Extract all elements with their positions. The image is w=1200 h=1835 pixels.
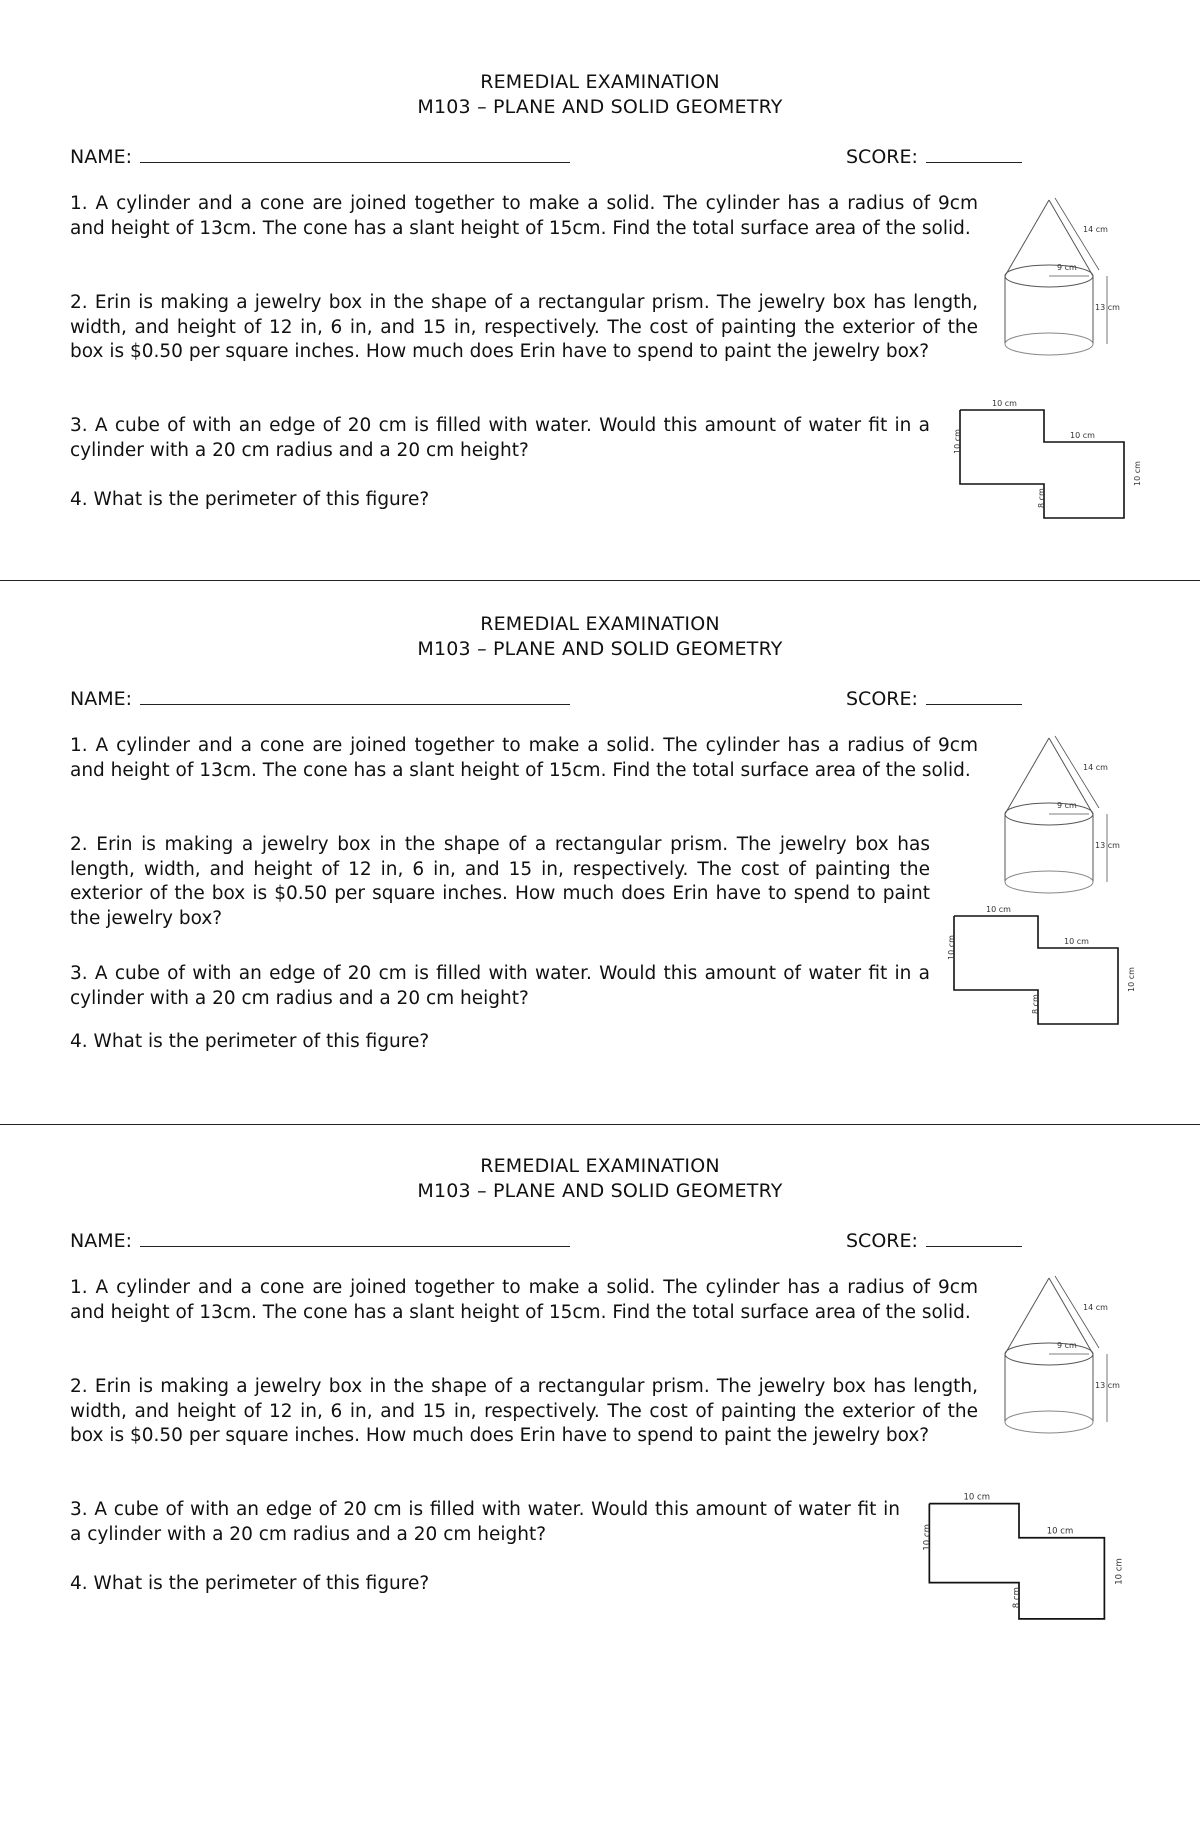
step-length-label: 8 cm bbox=[1037, 488, 1046, 508]
question-4: 4. What is the perimeter of this figure? bbox=[70, 489, 430, 510]
top-length-label: 10 cm bbox=[992, 399, 1017, 408]
l-shape-figure bbox=[940, 396, 1148, 524]
left-length-label: 10 cm bbox=[922, 1524, 933, 1551]
radius-label: 9 cm bbox=[1057, 263, 1077, 272]
slant-height-label: 14 cm bbox=[1083, 225, 1108, 234]
score-field[interactable] bbox=[846, 144, 1022, 168]
exam-title bbox=[0, 1154, 1200, 1204]
radius-label: 9 cm bbox=[1057, 801, 1077, 810]
question-2: 2. Erin is making a jewelry box in the shape of a rectangular prism. The jewelry box has length, width, and height of 12 in, 6 in, and 15 in, respectively. The cost of painting the exterior of the box is $0.50 per square inches. How much does Erin have to spend to paint the jewelry box? bbox=[70, 1376, 978, 1446]
right-length-label: 10 cm bbox=[1127, 967, 1136, 992]
l-shape-figure bbox=[908, 1488, 1130, 1626]
name-label: NAME: bbox=[70, 1230, 133, 1252]
slant-height-label: 14 cm bbox=[1083, 763, 1108, 772]
score-field[interactable] bbox=[846, 686, 1022, 710]
question-3: 3. A cube of with an edge of 20 cm is filled with water. Would this amount of water fit in a cylinder with a 20 cm radius and a 20 cm height? bbox=[70, 963, 930, 1009]
top-length-label: 10 cm bbox=[986, 905, 1011, 914]
question-4: 4. What is the perimeter of this figure? bbox=[70, 1573, 430, 1594]
middle-length-label: 10 cm bbox=[1070, 431, 1095, 440]
slant-height-label: 14 cm bbox=[1083, 1303, 1108, 1312]
question-1: 1. A cylinder and a cone are joined together to make a solid. The cylinder has a radius of 9cm and height of 13cm. The cone has a slant height of 15cm. Find the total surface area of the solid. bbox=[70, 1277, 978, 1323]
score-label: SCORE: bbox=[846, 688, 918, 710]
cylinder-height-label: 13 cm bbox=[1095, 1381, 1120, 1390]
top-length-label: 10 cm bbox=[963, 1492, 991, 1503]
title-line-1: REMEDIAL EXAMINATION bbox=[480, 71, 720, 93]
radius-label: 9 cm bbox=[1057, 1341, 1077, 1350]
left-length-label: 10 cm bbox=[947, 935, 956, 960]
question-1: 1. A cylinder and a cone are joined together to make a solid. The cylinder has a radius of 9cm and height of 13cm. The cone has a slant height of 15cm. Find the total surface area of the solid. bbox=[70, 735, 978, 781]
title-line-2: M103 – PLANE AND SOLID GEOMETRY bbox=[417, 638, 783, 660]
title-line-2: M103 – PLANE AND SOLID GEOMETRY bbox=[417, 1180, 783, 1202]
question-3: 3. A cube of with an edge of 20 cm is filled with water. Would this amount of water fit in a cylinder with a 20 cm radius and a 20 cm height? bbox=[70, 1499, 900, 1545]
middle-length-label: 10 cm bbox=[1046, 1526, 1074, 1537]
l-shape-figure bbox=[934, 902, 1142, 1030]
title-line-1: REMEDIAL EXAMINATION bbox=[480, 613, 720, 635]
name-blank-line[interactable] bbox=[140, 686, 570, 705]
exam-copy-3 bbox=[0, 1084, 1200, 1624]
name-blank-line[interactable] bbox=[140, 144, 570, 163]
score-blank-line[interactable] bbox=[926, 1228, 1022, 1247]
title-line-1: REMEDIAL EXAMINATION bbox=[480, 1155, 720, 1177]
exam-title bbox=[0, 612, 1200, 662]
name-blank-line[interactable] bbox=[140, 1228, 570, 1247]
right-length-label: 10 cm bbox=[1114, 1558, 1125, 1585]
middle-length-label: 10 cm bbox=[1064, 937, 1089, 946]
cone-cylinder-figure bbox=[995, 1270, 1125, 1438]
score-field[interactable] bbox=[846, 1228, 1022, 1252]
left-length-label: 10 cm bbox=[953, 429, 962, 454]
score-label: SCORE: bbox=[846, 1230, 918, 1252]
name-field[interactable] bbox=[70, 686, 570, 710]
name-label: NAME: bbox=[70, 146, 133, 168]
exam-copy-2 bbox=[0, 542, 1200, 1082]
score-blank-line[interactable] bbox=[926, 686, 1022, 705]
right-length-label: 10 cm bbox=[1133, 461, 1142, 486]
cylinder-height-label: 13 cm bbox=[1095, 841, 1120, 850]
question-3: 3. A cube of with an edge of 20 cm is filled with water. Would this amount of water fit in a cylinder with a 20 cm radius and a 20 cm height? bbox=[70, 415, 930, 461]
name-field[interactable] bbox=[70, 144, 570, 168]
question-1: 1. A cylinder and a cone are joined together to make a solid. The cylinder has a radius of 9cm and height of 13cm. The cone has a slant height of 15cm. Find the total surface area of the solid. bbox=[70, 193, 978, 239]
step-length-label: 8 cm bbox=[1012, 1587, 1022, 1609]
cone-cylinder-figure bbox=[995, 730, 1125, 898]
question-2: 2. Erin is making a jewelry box in the shape of a rectangular prism. The jewelry box has length, width, and height of 12 in, 6 in, and 15 in, respectively. The cost of painting the exterior of the box is $0.50 per square inches. How much does Erin have to spend to paint the jewelry box? bbox=[70, 834, 930, 929]
exam-title bbox=[0, 70, 1200, 120]
question-2: 2. Erin is making a jewelry box in the shape of a rectangular prism. The jewelry box has length, width, and height of 12 in, 6 in, and 15 in, respectively. The cost of painting the exterior of the box is $0.50 per square inches. How much does Erin have to spend to paint the jewelry box? bbox=[70, 292, 978, 362]
exam-copy-1 bbox=[0, 0, 1200, 540]
name-label: NAME: bbox=[70, 688, 133, 710]
question-4: 4. What is the perimeter of this figure? bbox=[70, 1031, 430, 1052]
cylinder-height-label: 13 cm bbox=[1095, 303, 1120, 312]
step-length-label: 8 cm bbox=[1031, 994, 1040, 1014]
cone-cylinder-figure bbox=[995, 192, 1125, 360]
score-blank-line[interactable] bbox=[926, 144, 1022, 163]
name-field[interactable] bbox=[70, 1228, 570, 1252]
score-label: SCORE: bbox=[846, 146, 918, 168]
title-line-2: M103 – PLANE AND SOLID GEOMETRY bbox=[417, 96, 783, 118]
